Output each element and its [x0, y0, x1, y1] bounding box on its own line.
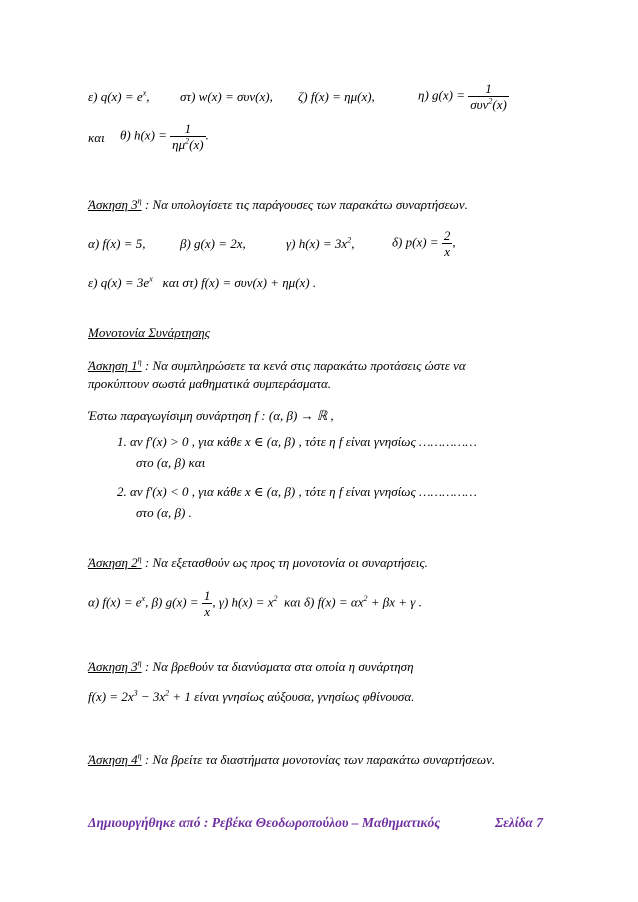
exercise-2-functions: α) $f(x) = e^x$, β) g(x) = $\frac{1}{x}$ , γ) $h(x) = x^2$ και δ) $f(x) = \alpha x^2 + \beta x + \gamma$ . — [88, 588, 422, 619]
ex3-item-e: ε) $q(x) = 3e^x$ και στ) f(x) = συν(x) + ημ(x) . — [88, 274, 317, 290]
expr-theta: θ) h(x) = $\frac{1}{\eta\mu^2(x)}$ . — [120, 121, 209, 152]
fraction: $\frac{1}{\sigma\upsilon\nu^2(x)}$ — [470, 81, 507, 112]
footer-author: Δημιουργήθηκε από : Ρεβέκα Θεοδωροπούλου – Μαθηματικός — [88, 815, 441, 830]
exercise-4-heading: Άσκηση $4^\eta$ : Να βρείτε τα διαστήματα μονοτονίας των παρακάτω συναρτήσεων. — [88, 751, 496, 767]
exercise-3b-function: $f(x) = 2x^3 - 3x^2 + 1$ είναι γνησίως αύξουσα, γνησίως φθίνουσα. — [88, 688, 415, 704]
expr-zeta: ζ) f(x) = ημ(x), — [298, 89, 375, 104]
ex3-item-c: γ) $h(x) = 3x^2$, — [286, 235, 355, 251]
expr-kai: και — [88, 130, 105, 145]
fraction: $\frac{1}{x}$ — [203, 588, 211, 619]
ex3-item-a: α) f(x) = 5, — [88, 236, 146, 251]
exercise-1-item-2-cont: στο (α, β) . — [136, 505, 192, 520]
fraction: $\frac{1}{\eta\mu^2(x)}$ — [172, 121, 204, 152]
section-title: Μονοτονία Συνάρτησης — [88, 325, 210, 340]
page-number: Σελίδα 7 — [494, 815, 543, 830]
exercise-1-text: προκύπτουν σωστά μαθηματικά συμπεράσματα. — [88, 376, 332, 391]
exercise-1-item-1: 1. αν f′(x) > 0 , για κάθε x ∈ (α, β) , τότε η f είναι γνησίως …………… — [117, 434, 477, 449]
exercise-1-item-2: 2. αν f′(x) < 0 , για κάθε x ∈ (α, β) , τότε η f είναι γνησίως …………… — [117, 484, 477, 499]
expr-st: στ) w(x) = συν(x), — [180, 89, 273, 104]
expr-epsilon: ε) $q(x) = e^x$, — [88, 88, 150, 104]
expr-eta: η) g(x) = $\frac{1}{\sigma\upsilon\nu^2(x)}$ — [418, 81, 507, 112]
exercise-1-item-1-cont: στο (α, β) και — [136, 455, 206, 470]
exercise-1-heading: Άσκηση $1^\eta$ : Να συμπληρώσετε τα κενά στις παρακάτω προτάσεις ώστε να — [88, 357, 466, 373]
page-footer — [88, 815, 543, 831]
ex3-item-b: β) g(x) = 2x, — [180, 236, 246, 251]
fraction: $\frac{2}{x}$ — [443, 228, 451, 259]
exercise-3-heading: Άσκηση $3^\eta$ : Να υπολογίσετε τις παράγουσες των παρακάτω συναρτήσεων. — [88, 196, 468, 212]
exercise-2-heading: Άσκηση $2^\eta$ : Να εξετασθούν ως προς τη μονοτονία οι συναρτήσεις. — [88, 554, 428, 570]
ex3-item-d: δ) p(x) = $\frac{2}{x}$ , — [392, 228, 456, 259]
exercise-1-given: Έστω παραγωγίσιμη συνάρτηση f : (α, β) → ℝ , — [88, 408, 334, 423]
exercise-3b-heading: Άσκηση $3^\eta$ : Να βρεθούν τα διανύσματα στα οποία η συνάρτηση — [88, 658, 414, 674]
